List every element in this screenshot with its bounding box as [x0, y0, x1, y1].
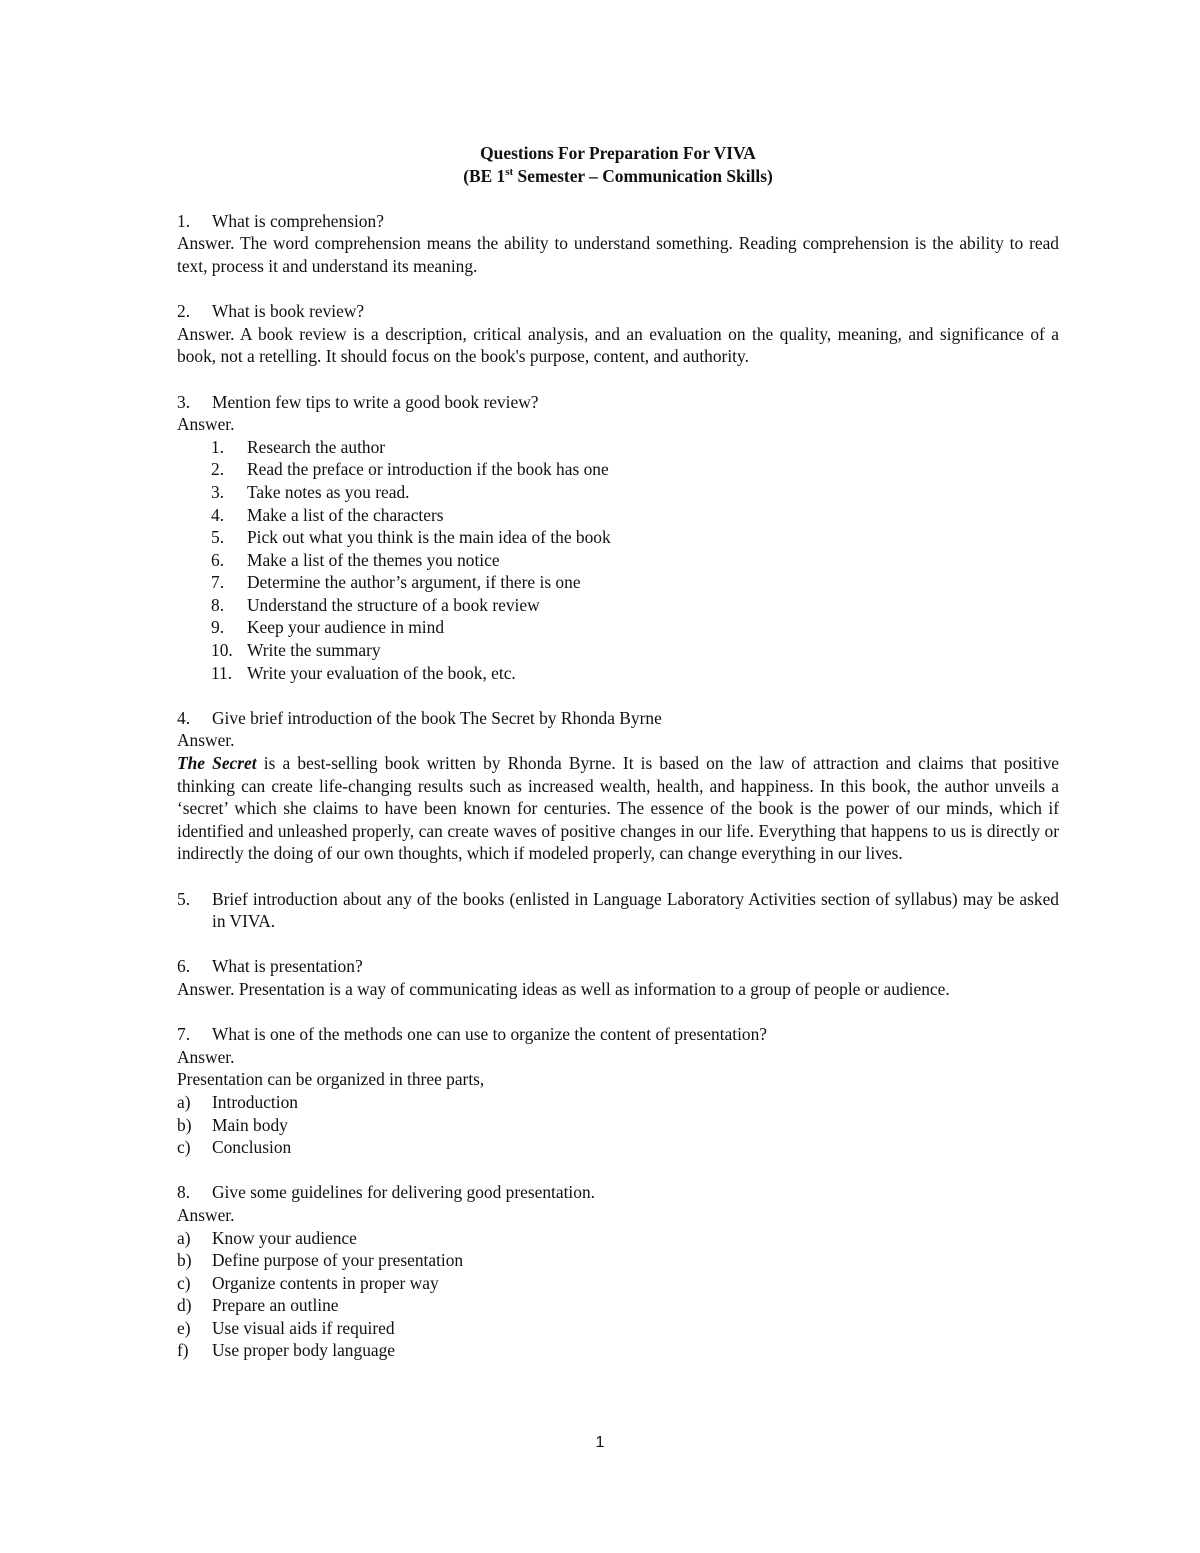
list-item: 8. Understand the structure of a book review	[211, 594, 540, 615]
list-item: 2. Read the preface or introduction if the book has one	[211, 459, 609, 480]
list-item: 5. Pick out what you think is the main idea of the book	[211, 527, 611, 548]
tips-list	[177, 436, 1059, 685]
list-item: b) Define purpose of your presentation	[177, 1250, 464, 1271]
document-body	[177, 142, 1059, 1362]
list-item: 3. Take notes as you read.	[211, 481, 410, 502]
question-text: What is one of the methods one can use to organize the content of presentation?	[212, 1024, 768, 1045]
question-3	[177, 391, 1059, 414]
subtitle-part: Semester – Communication Skills)	[513, 165, 773, 186]
answer-6: Answer. Presentation is a way of communicating ideas as well as information to a group of people or audience.	[177, 978, 950, 999]
list-item: 1. Research the author	[211, 436, 386, 457]
book-title: The Secret	[177, 753, 257, 774]
subtitle-part: (BE 1	[463, 165, 506, 186]
document-subtitle	[177, 165, 1059, 188]
question-number: 7.	[177, 1024, 191, 1045]
question-text: Mention few tips to write a good book review?	[212, 391, 539, 412]
question-1	[177, 210, 1059, 233]
document-title: Questions For Preparation For VIVA	[480, 143, 756, 163]
question-number: 6.	[177, 956, 191, 977]
list-item: 7. Determine the author’s argument, if there is one	[211, 572, 581, 593]
answer-4	[177, 752, 1059, 865]
list-item: c) Organize contents in proper way	[177, 1272, 439, 1293]
question-6	[177, 955, 1059, 978]
list-item: 10. Write the summary	[211, 640, 381, 661]
list-item: 9. Keep your audience in mind	[211, 617, 445, 638]
question-2	[177, 300, 1059, 323]
list-item: 6. Make a list of the themes you notice	[211, 549, 500, 570]
guidelines-list	[177, 1227, 1059, 1363]
answer-label: Answer.	[177, 414, 235, 435]
list-item: a) Introduction	[177, 1091, 298, 1112]
question-number: 8.	[177, 1182, 191, 1203]
question-number: 4.	[177, 707, 191, 728]
question-text: What is book review?	[212, 301, 365, 322]
question-8	[177, 1181, 1059, 1204]
answer-label: Answer.	[177, 730, 235, 751]
question-5	[177, 888, 1059, 933]
question-text: What is comprehension?	[212, 210, 384, 231]
answer-text: is a best-selling book written by Rhonda Byrne. It is based on the law of attraction and claims that positive thinking can create life-changing results such as increased wealth, health, and happiness. In this book, the author unveils a ‘secret’ which she claims to have been known for centuries. The essence of the book is the power of our minds, which if identified and unleashed properly, can create waves of positive changes in our life. Everything that happens to us is directly or indirectly the doing of our own thoughts, which if modeled properly, can change everything in our lives.	[177, 753, 1059, 864]
list-item: e) Use visual aids if required	[177, 1317, 395, 1338]
question-4	[177, 707, 1059, 730]
answer-intro: Presentation can be organized in three parts,	[177, 1069, 485, 1090]
question-text: Give brief introduction of the book The Secret by Rhonda Byrne	[212, 707, 662, 728]
question-number: 2.	[177, 301, 191, 322]
answer-1: Answer. The word comprehension means the ability to understand something. Reading comprehension is the ability to read text, process it and understand its meaning.	[177, 233, 1059, 276]
list-item: d) Prepare an outline	[177, 1295, 339, 1316]
list-item: f) Use proper body language	[177, 1340, 396, 1361]
answer-label: Answer.	[177, 1204, 235, 1225]
answer-2: Answer. A book review is a description, critical analysis, and an evaluation on the quality, meaning, and significance of a book, not a retelling. It should focus on the book's purpose, content, and authority.	[177, 323, 1059, 367]
question-text: Give some guidelines for delivering good presentation.	[212, 1182, 595, 1203]
list-item: c) Conclusion	[177, 1137, 292, 1158]
question-number: 1.	[177, 210, 191, 231]
subtitle-superscript: st	[505, 165, 514, 178]
page-number: 1	[595, 1434, 605, 1451]
list-item: a) Know your audience	[177, 1227, 357, 1248]
question-text: Brief introduction about any of the books (enlisted in Language Laboratory Activities section of syllabus) may be asked in VIVA.	[212, 888, 1059, 932]
question-text: What is presentation?	[212, 956, 363, 977]
list-item: 11. Write your evaluation of the book, etc.	[211, 662, 516, 683]
question-number: 3.	[177, 391, 191, 412]
question-7	[177, 1023, 1059, 1046]
question-number: 5.	[177, 888, 191, 909]
list-item: b) Main body	[177, 1114, 288, 1135]
answer-label: Answer.	[177, 1046, 235, 1067]
parts-list	[177, 1091, 1059, 1159]
list-item: 4. Make a list of the characters	[211, 504, 444, 525]
